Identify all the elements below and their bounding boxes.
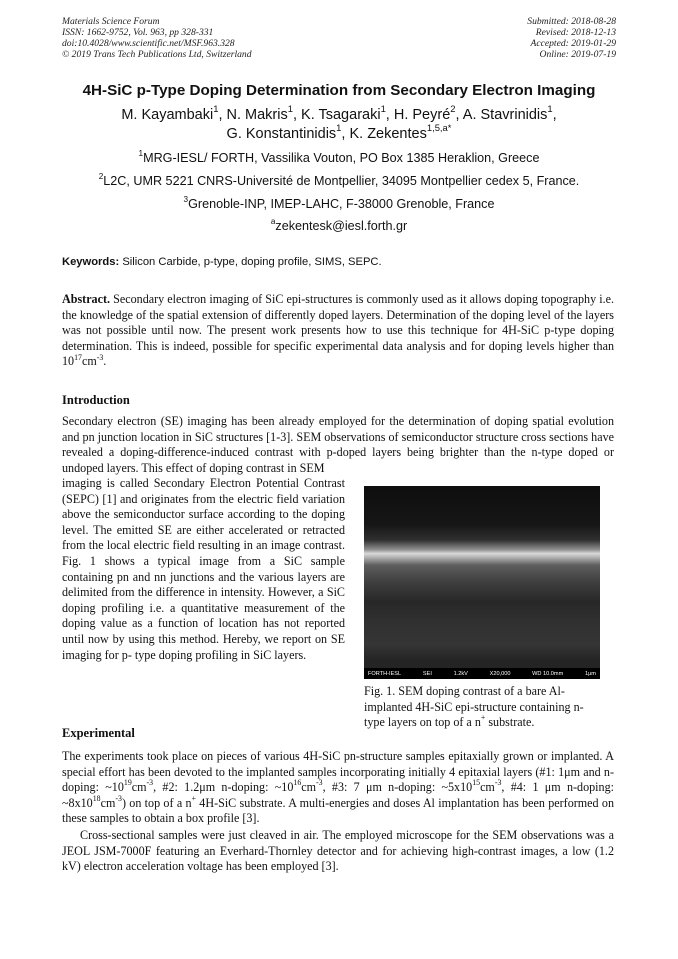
online-date: Online: 2019-07-19 [539,49,616,60]
section-heading-experimental: Experimental [62,726,135,740]
journal-name: Materials Science Forum [62,16,160,27]
accepted-date: Accepted: 2019-01-29 [530,38,616,49]
author: K. Zekentes$^{1,5,a*}$ [349,122,452,142]
affiliation: $^2$L2C, UMR 5221 CNRS-Université de Montpellier, 34095 Montpellier cedex 5, France. [98,172,580,188]
copyright: © 2019 Trans Tech Publications Ltd, Switzerland [62,49,252,60]
paper-title: 4H-SiC p-Type Doping Determination from Secondary Electron Imaging [82,82,596,99]
revised-date: Revised: 2018-12-13 [535,27,616,38]
affiliation: $^3$Grenoble-INP, IMEP-LAHC, F-38000 Grenoble, France [183,195,495,211]
section-heading-introduction: Introduction [62,393,130,407]
dates-info [527,16,616,60]
figure-caption: Fig. 1. SEM doping contrast of a bare Al-implanted 4H-SiC epi-structure containing n-type layers on top of a n+ substrate. [364,684,584,729]
email[interactable]: $^a$zekentesk@iesl.forth.gr [270,217,408,233]
author: G. Konstantinidis$^1$ [226,122,342,142]
intro-paragraph: Secondary electron (SE) imaging has been already employed for the determination of doping spatial evolution and pn junction location in SiC structures [1-3]. SEM observations of semiconductor structure cross sections have revealed a doping-difference-induced contrast with p-doped layers being brighter than the n-type doped or undoped layers. This effect of doping contrast in SEM [62,414,614,475]
doi[interactable]: doi:10.4028/www.scientific.net/MSF.963.328 [62,38,235,49]
experimental-paragraph-1: The experiments took place on pieces of various 4H-SiC pn-structure samples epitaxially grown or implanted. A special effort has been devoted to the implanted samples incorporating initially 4 epitaxial layers (#1: 1μm and n-doping: $\sim 10^{19}cm^{-3}$, #2: 1.2μm n-doping: $\sim 10^{16}cm^{-3}$, #3: 7 μm n-doping: $\sim 5x10^{15}cm^{-3}$, #4: 1 μm n-doping: $\sim 8x10^{18}cm^{-3}$) on top of a n+ 4H-SiC substrate. A multi-energies and doses Al implantation has been performed on these samples to obtain a box profile [3]. [62,749,614,826]
author-list: M. Kayambaki$^1$, N. Makris$^1$, K. Tsagaraki$^1$, H. Peyré$^2$, A. Stavrinidis$^1$, G. Konstantinidis$^1$, K. Zekentes$^{1,5,a*}$ [121,103,557,142]
affiliation: $^1$MRG-IESL/ FORTH, Vassilika Vouton, PO Box 1385 Heraklion, Greece [138,149,540,165]
sem-image [364,486,600,679]
author: K. Tsagaraki$^1$ [301,103,386,123]
sem-info-bar: FORTH-IESL SEI 1.2kV X20,000 WD 10.0mm 1μm [364,668,600,679]
submitted-date: Submitted: 2018-08-28 [527,16,616,27]
author: H. Peyré$^2$ [393,103,456,123]
sem-image-contrast [364,486,600,679]
author: A. Stavrinidis$^1$ [462,103,553,123]
journal-info [62,16,252,60]
intro-paragraph-wrapped: imaging is called Secondary Electron Potential Contrast (SEPC) [1] and originates from the electric field variation above the semiconductor surface according to the doping level. The emitted SE are either accelerated or retracted from the local electric field resulting in an image contrast. Fig. 1 shows a typical image from a SiC sample containing pn and nn junctions and the various layers are delimited from the difference in intensity. However, a SiC doping profiling i.e. a quantitative measurement of the doping value as a function of location has not reported until now by using this method. Hereby, we report on SE imaging for p- type doping profiling in SiC layers. [62,476,345,662]
keywords: Keywords: Silicon Carbide, p-type, doping profile, SIMS, SEPC. [62,256,382,268]
experimental-paragraph-2: Cross-sectional samples were just cleaved in air. The employed microscope for the SEM observations was a JEOL JSM-7000F featuring an Everhard-Thornley detector and for achieving high-contrast images, a low (1.2 kV) electron acceleration voltage has been employed [3]. [62,828,614,874]
abstract: Abstract. Secondary electron imaging of SiC epi-structures is commonly used as it allows doping topography i.e. the knowledge of the spatial extension of differently doped layers. Determination of the doping level of the layers was not possible until now. The present work presents how to use this technique for 4H-SiC p-type doping determination. This is indeed, possible for specific experimental data analysis and for doping levels higher than $10^{17}cm^{-3}$. [62,292,614,369]
issn: ISSN: 1662-9752, Vol. 963, pp 328-331 [62,27,214,38]
author: M. Kayambaki$^1$ [121,103,219,123]
author: N. Makris$^1$ [226,103,293,123]
